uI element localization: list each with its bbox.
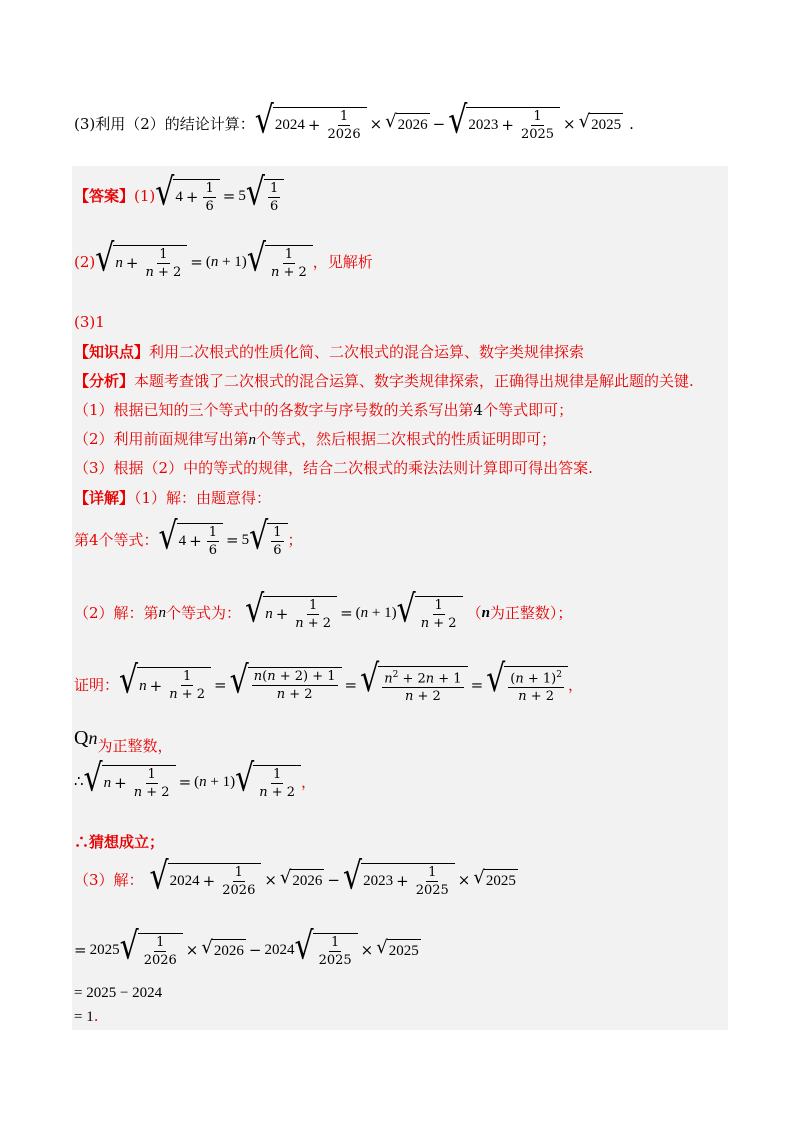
answer-part3: (3)1 xyxy=(74,313,105,331)
answer-part2-label: (2) xyxy=(74,253,96,271)
question-label: (3)利用（2）的结论计算： xyxy=(74,115,255,133)
analysis-text: 本题考查饿了二次根式的混合运算、数字类规律探索，正确得出规律是解此题的关键. xyxy=(134,372,694,390)
detail-line xyxy=(74,488,271,508)
answer-part2-formula: √ n + $\frac{1}{n + 2}$ = (n + 1) √ $\frac{1}{n + 2}$ xyxy=(95,245,313,280)
detail-because: Q n 为正整数， xyxy=(74,727,173,755)
detail-guess: ∴猜想成立； xyxy=(74,833,165,851)
detail-proof-formula: √ n + $\frac{1}{n + 2}$ = √ $\frac{n(n + 2) + 1}{n + 2}$ = √ $\frac{n^2 + 2n + 1}{n + 2}$ = √ $\frac{(n + 1)^2}{n + 2}$ xyxy=(119,666,568,704)
detail-result2: = 2025 − 2024 xyxy=(74,985,163,1001)
detail-part3-formula: √ 2024 + $\frac{1}{2026}$ × √ 2026 − √ 2023 + $\frac{1}{2025}$ × √ 2025 xyxy=(149,854,516,899)
knowledge-text: 利用二次根式的性质化简、二次根式的混合运算、数字类规律探索 xyxy=(149,343,585,361)
detail-result1 xyxy=(74,924,421,972)
answer-part2-tail: ，见解析 xyxy=(312,253,373,271)
analysis-item1: （1）根据已知的三个等式中的各数字与序号数的关系写出第4个等式即可； xyxy=(74,401,574,419)
answer-tag: 【答案】 xyxy=(74,187,135,205)
detail-fourth-formula: √ 4 + $\frac{1}{6}$ = 5 √ $\frac{1}{6}$ xyxy=(159,523,288,558)
analysis-line xyxy=(74,371,694,391)
detail-result3: = 1. xyxy=(74,1007,99,1025)
detail-tag: 【详解】 xyxy=(74,489,135,507)
detail-therefore: ∴ √ n + $\frac{1}{n + 2}$ = (n + 1) √ $\frac{1}{n + 2}$ ， xyxy=(74,756,317,801)
question-expression: √ 2024 + $\frac{1}{2026}$ × √ 2026 − √ 2023 + $\frac{1}{2025}$ × √ 2025 xyxy=(254,98,622,143)
detail-intro: （1）解：由题意得： xyxy=(134,489,272,507)
detail-part2-formula: √ n + $\frac{1}{n + 2}$ = (n + 1) √ $\frac{1}{n + 2}$ xyxy=(245,596,463,631)
knowledge-line xyxy=(74,342,584,362)
detail-proof: 证明： √ n + $\frac{1}{n + 2}$ = √ $\frac{n(n + 2) + 1}{n + 2}$ = √ $\frac{n^2 + 2n + 1}{n + 2}$ = √ $\frac{(n + 1)^2}{n + 2}$ ， xyxy=(74,657,583,705)
analysis-item2: （2）利用前面规律写出第n个等式，然后根据二次根式的性质证明即可； xyxy=(74,430,557,448)
detail-part2: （2）解：第 n 个等式为： √ n + $\frac{1}{n + 2}$ = (n + 1) √ $\frac{1}{n + 2}$ （ n 为正整数）； xyxy=(74,587,573,632)
question-line xyxy=(74,98,634,144)
detail-result1-formula: = 2025 √ $\frac{1}{2026}$ × √ 2026 − 2024 √ $\frac{1}{2025}$ × √ 2025 xyxy=(74,924,419,969)
answer-part1 xyxy=(74,170,284,216)
question-end: . xyxy=(629,115,634,133)
analysis-tag: 【分析】 xyxy=(74,372,135,390)
knowledge-tag: 【知识点】 xyxy=(74,343,150,361)
answer-part1-formula: √ 4 + $\frac{1}{6}$ = 5 √ $\frac{1}{6}$ xyxy=(155,179,284,214)
answer-part1-label: (1) xyxy=(134,187,156,205)
detail-part3: （3）解： √ 2024 + $\frac{1}{2026}$ × √ 2026 − √ 2023 + $\frac{1}{2025}$ × √ 2025 xyxy=(74,854,516,899)
detail-therefore-formula: √ n + $\frac{1}{n + 2}$ = (n + 1) √ $\frac{1}{n + 2}$ xyxy=(84,765,302,800)
detail-fourth: 第4个等式： √ 4 + $\frac{1}{6}$ = 5 √ $\frac{1}{6}$ ； xyxy=(74,514,303,559)
analysis-item3: （3）根据（2）中的等式的规律，结合二次根式的乘法法则计算即可得出答案. xyxy=(74,459,593,477)
answer-part2 xyxy=(74,236,373,282)
